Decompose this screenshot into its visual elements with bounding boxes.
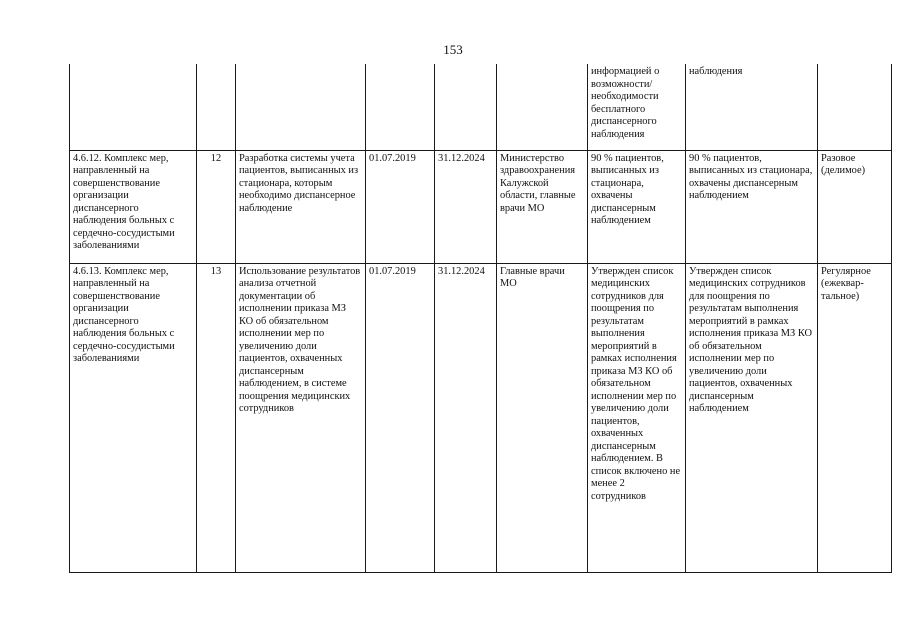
cell-item <box>70 64 197 150</box>
cell-type <box>818 64 892 150</box>
cell-end-date: 31.12.2024 <box>435 150 497 263</box>
cell-type: Разовое (делимое) <box>818 150 892 263</box>
cell-start-date: 01.07.2019 <box>366 150 435 263</box>
cell-number <box>197 64 236 150</box>
cell-end-date <box>435 64 497 150</box>
cell-item: 4.6.13. Комплекс мер, направленный на совершенствование организации диспансерного наблюдения больных с сердечно-сосудистыми заболеваниями <box>70 263 197 572</box>
cell-activity: Разработка системы учета пациентов, выписанных из стационара, которым необходимо диспансерное наблюдение <box>236 150 366 263</box>
continuation-row <box>70 64 892 150</box>
cell-number: 12 <box>197 150 236 263</box>
cell-activity: Использование результатов анализа отчетной документации об исполнении приказа МЗ КО об обязательном исполнении мер по увеличению доли пациентов, охваченных диспансерным наблюдением, в системе поощрения медицинских сотрудников <box>236 263 366 572</box>
cell-result: Утвержден список медицинских сотрудников для поощрения по результатам выполнения мероприятий в рамках исполнения приказа МЗ КО об обязательном исполнении мер по увеличению доли пациентов, охваченных диспансерным наблюдением. В список включено не менее 2 сотрудников <box>588 263 686 572</box>
cell-item: 4.6.12. Комплекс мер, направленный на совершенствование организации диспансерного наблюдения больных с сердечно-сосудистыми заболеваниями <box>70 150 197 263</box>
cell-type: Регулярное (ежеквар-тальное) <box>818 263 892 572</box>
cell-responsible: Главные врачи МО <box>497 263 588 572</box>
page-number: 153 <box>443 42 463 57</box>
cell-indicator: 90 % пациентов, выписанных из стационара, охвачены диспансерным наблюдением <box>686 150 818 263</box>
table-row <box>70 263 892 572</box>
cell-responsible: Министерство здравоохранения Калужской области, главные врачи МО <box>497 150 588 263</box>
cell-start-date <box>366 64 435 150</box>
cell-number: 13 <box>197 263 236 572</box>
plan-table <box>69 64 892 573</box>
cell-activity <box>236 64 366 150</box>
cell-indicator: Утвержден список медицинских сотрудников для поощрения по результатам выполнения мероприятий в рамках исполнения приказа МЗ КО об обязательном исполнении мер по увеличению доли пациентов, охваченных диспансерным наблюдением <box>686 263 818 572</box>
table-row <box>70 150 892 263</box>
cell-indicator: наблюдения <box>686 64 818 150</box>
cell-result: 90 % пациентов, выписанных из стационара, охвачены диспансерным наблюдением <box>588 150 686 263</box>
cell-start-date: 01.07.2019 <box>366 263 435 572</box>
cell-responsible <box>497 64 588 150</box>
cell-end-date: 31.12.2024 <box>435 263 497 572</box>
cell-result: информацией о возможности/ необходимости бесплатного диспансерного наблюдения <box>588 64 686 150</box>
